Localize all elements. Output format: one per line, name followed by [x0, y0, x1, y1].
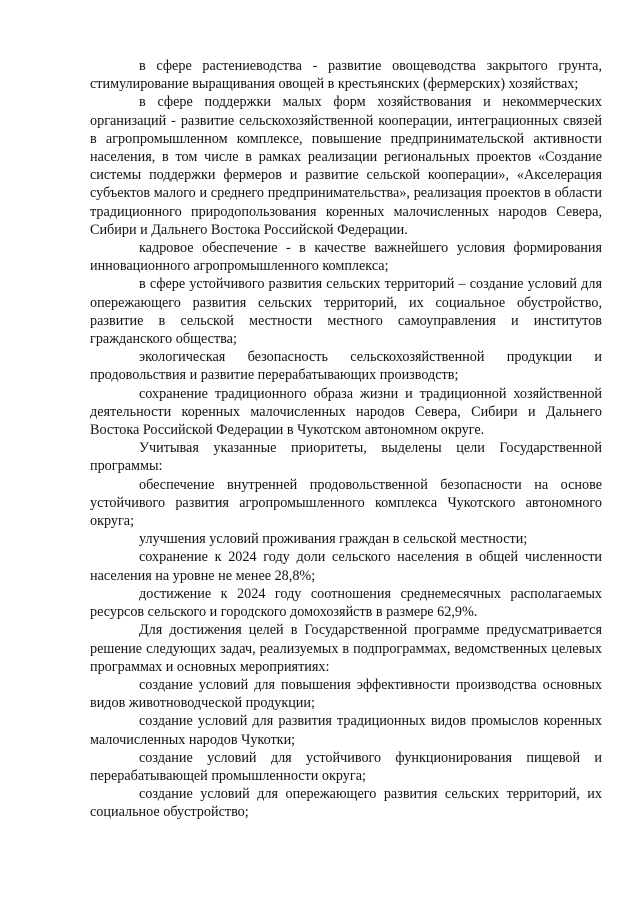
paragraph-goal-rural-population: сохранение к 2024 году доли сельского населения в общей численности населения на уровне не менее 28,8%; — [90, 549, 602, 584]
paragraph-task-food-industry: создание условий для устойчивого функционирования пищевой и перерабатывающей промышленности округа; — [90, 749, 602, 784]
paragraph-goal-household-resources: достижение к 2024 году соотношения среднемесячных располагаемых ресурсов сельского и городского домохозяйств в размере 62,9%. — [90, 585, 602, 621]
paragraph-task-livestock: создание условий для повышения эффективности производства основных видов животноводческой продукции; — [90, 676, 602, 712]
paragraph-goal-food-security: обеспечение внутренней продовольственной безопасности на основе устойчивого развития агропромышленного комплекса Чукотского автономного округа; — [90, 476, 602, 530]
paragraph-staffing: кадровое обеспечение - в качестве важнейшего условия формирования инновационного агропромышленного комплекса; — [90, 240, 602, 275]
paragraph-tasks-intro: Для достижения целей в Государственной программе предусматривается решение следующих задач, реализуемых в подпрограммах, ведомственных целевых программах и основных мероприятиях: — [90, 622, 602, 675]
paragraph-task-rural-territories: создание условий для опережающего развития сельских территорий, их социальное обустройство; — [90, 786, 602, 821]
paragraph-program-goals-intro: Учитывая указанные приоритеты, выделены цели Государственной программы: — [90, 440, 602, 475]
paragraph-rural-development: в сфере устойчивого развития сельских территорий – создание условий для опережающего развития сельских территорий, их социальное обустройство, развитие в сельской местности местного самоуправления и институтов гражданского общества; — [90, 276, 602, 348]
paragraph-traditional-lifestyle: сохранение традиционного образа жизни и традиционной хозяйственной деятельности коренных малочисленных народов Севера, Сибири и Дальнего Востока Российской Федерации в Чукотском автономном округе. — [90, 385, 602, 439]
paragraph-ecological-safety: экологическая безопасность сельскохозяйственной продукции и продовольствия и развитие перерабатывающих производств; — [90, 349, 602, 384]
paragraph-crop-production: в сфере растениеводства - развитие овощеводства закрытого грунта, стимулирование выращивания овощей в крестьянских (фермерских) хозяйствах; — [90, 58, 602, 93]
paragraph-goal-living-conditions: улучшения условий проживания граждан в сельской местности; — [139, 531, 528, 548]
paragraph-small-business-support: в сфере поддержки малых форм хозяйствования и некоммерческих организаций - развитие сельскохозяйственной кооперации, интеграционных связей в агропромышленном комплексе, повышение предпринимательской активности населения, в том числе в рамках реализации региональных проектов «Создание системы поддержки фермеров и развитие сельской кооперации», «Акселерация субъектов малого и среднего предпринимательства», реализация проектов в области традиционного природопользования коренных малочисленных народов Севера, Сибири и Дальнего Востока Российской Федерации. — [90, 94, 602, 238]
paragraph-task-traditional-crafts: создание условий для развития традиционных видов промыслов коренных малочисленных народов Чукотки; — [90, 713, 602, 748]
